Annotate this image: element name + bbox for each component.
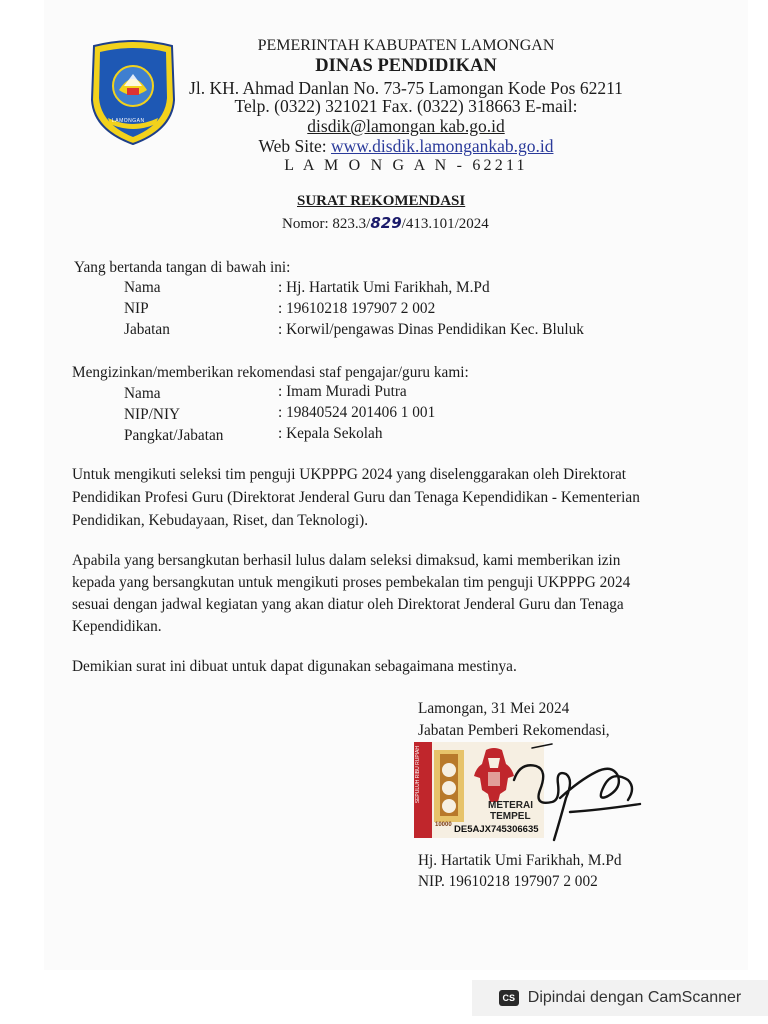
scanner-label: Dipindai dengan CamScanner: [527, 989, 742, 1006]
scanner-watermark: [472, 980, 768, 1016]
signer-intro: Yang bertanda tangan di bawah ini:: [74, 259, 291, 276]
subject-nip-label: NIP/NIY: [124, 406, 181, 423]
signatory-nip: NIP. 19610218 197907 2 002: [418, 873, 598, 890]
letter-number: [282, 213, 489, 235]
subject-nip-value: : 19840524 201406 1 001: [278, 404, 436, 421]
letter-title: SURAT REKOMENDASI: [297, 193, 466, 209]
paragraph-1-line-2: Pendidikan Profesi Guru (Direktorat Jenderal Guru dan Tenaga Kependidikan - Kementerian: [72, 489, 640, 506]
signature-place-date: Lamongan, 31 Mei 2024: [418, 700, 570, 717]
signer-position-value: : Korwil/pengawas Dinas Pendidikan Kec. Bluluk: [278, 321, 584, 338]
stamp-label-2: TEMPEL: [490, 811, 531, 822]
paragraph-2-line-1: Apabila yang bersangkutan berhasil lulus dalam seleksi dimaksud, kami memberikan izin: [72, 552, 621, 569]
paragraph-2-line-2: kepada yang bersangkutan untuk mengikuti proses pembekalan tim penguji UKPPPG 2024: [72, 574, 631, 591]
signer-nip-label: NIP: [124, 300, 149, 317]
emblem-label: LAMONGAN: [112, 118, 145, 124]
signer-nip-value: : 19610218 197907 2 002: [278, 300, 436, 317]
signatory-name: Hj. Hartatik Umi Farikhah, M.Pd: [418, 852, 622, 869]
subject-rank-value: : Kepala Sekolah: [278, 425, 383, 442]
camscanner-logo-icon: CS: [499, 990, 519, 1006]
stamp-label-1: METERAI: [488, 800, 533, 811]
paragraph-2-line-4: Kependidikan.: [72, 618, 162, 635]
agency-address: Jl. KH. Ahmad Danlan No. 73-75 Lamongan Kode Pos 62211: [189, 78, 623, 98]
handwritten-signature-icon: [500, 740, 650, 848]
closing-sentence: Demikian surat ini dibuat untuk dapat digunakan sebagaimana mestinya.: [72, 658, 517, 675]
signer-name-value: : Hj. Hartatik Umi Farikhah, M.Pd: [278, 279, 490, 296]
agency-name: DINAS PENDIDIKAN: [315, 56, 497, 76]
letter-number-suffix: /413.101/2024: [401, 216, 489, 232]
paragraph-1-line-3: Pendidikan, Kebudayaan, Riset, dan Teknologi).: [72, 512, 369, 529]
stamp-value: 10000: [435, 822, 452, 828]
agency-website-link[interactable]: www.disdik.lamongankab.go.id: [331, 136, 554, 156]
city-postal-line: L A M O N G A N - 62211: [284, 157, 528, 174]
stamp-serial: DE5AJX745306635: [454, 824, 539, 835]
signature-role: Jabatan Pemberi Rekomendasi,: [418, 722, 610, 739]
agency-email[interactable]: disdik@lamongan kab.go.id: [307, 116, 505, 136]
website-label: Web Site:: [258, 136, 332, 156]
subject-rank-label: Pangkat/Jabatan: [124, 427, 224, 444]
letter-number-prefix: Nomor: 823.3/: [282, 216, 371, 232]
paragraph-2-line-3: sesuai dengan jadwal kegiatan yang akan diatur oleh Direktorat Jenderal Guru dan Tenaga: [72, 596, 624, 613]
subject-name-label: Nama: [124, 385, 161, 402]
stamp-side-text: SEPULUH RIBU RUPIAH: [415, 746, 421, 804]
letter-number-handwritten: 829: [370, 214, 402, 232]
agency-phone: Telp. (0322) 321021 Fax. (0322) 318663 E-mail:: [234, 96, 578, 116]
signer-position-label: Jabatan: [124, 321, 170, 338]
subject-intro: Mengizinkan/memberikan rekomendasi staf pengajar/guru kami:: [72, 364, 469, 381]
government-name: PEMERINTAH KABUPATEN LAMONGAN: [257, 37, 555, 54]
paragraph-1-line-1: Untuk mengikuti seleksi tim penguji UKPPPG 2024 yang diselenggarakan oleh Direktorat: [72, 466, 627, 483]
signer-name-label: Nama: [124, 279, 161, 296]
lamongan-regency-emblem-icon: [86, 38, 180, 148]
subject-name-value: : Imam Muradi Putra: [278, 383, 407, 400]
